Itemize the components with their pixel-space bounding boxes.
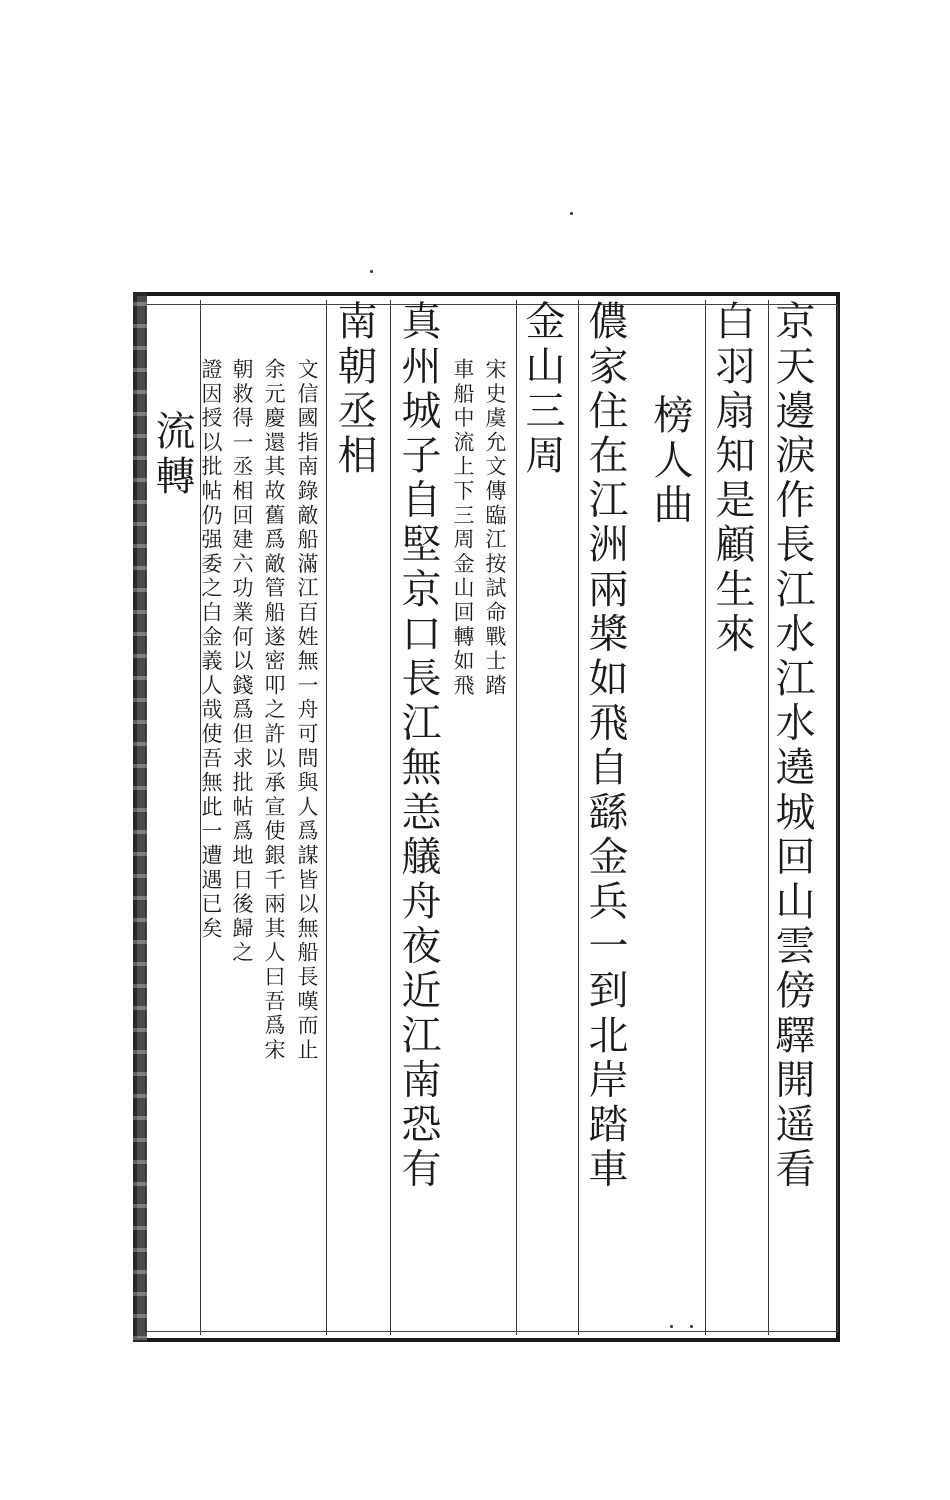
note-column-5: 朝救得一丞相回建六功業何以錢爲但求批帖爲地日後歸之 (230, 358, 254, 966)
column-rule (326, 300, 327, 1335)
column-rule (705, 300, 706, 1335)
column-rule (516, 300, 517, 1335)
note-column-3: 文信國指南錄敵船滿江百姓無一舟可問與人爲謀皆以無船長嘆而止 (295, 358, 319, 1063)
book-spine-edge (133, 292, 147, 1342)
text-column-4: 儂家住在江洲兩槳如飛自繇金兵一到北岸踏車 (582, 300, 628, 1192)
text-column-1: 京天邊淚作長江水江水遶城回山雲傍驛開遥看 (769, 300, 815, 1192)
text-column-6: 真州城子自堅京口長江無恙艤舟夜近江南恐有 (395, 300, 441, 1192)
text-column-5: 金山三周 (519, 300, 565, 479)
text-column-2: 白羽扇知是顧生來 (709, 300, 755, 657)
text-column-8: 流轉 (149, 410, 195, 500)
column-rule (578, 300, 579, 1335)
column-rule (390, 300, 391, 1335)
text-column-3: 榜人曲 (647, 394, 693, 528)
scan-speck (670, 1325, 673, 1328)
note-column-2: 車船中流上下三周金山回轉如飛 (451, 358, 475, 699)
note-column-1: 宋史虞允文傳臨江按試命戰士踏 (483, 358, 507, 699)
note-column-6: 證因授以批帖仍强委之白金義人哉使吾無此一遭遇已矣 (199, 358, 223, 942)
scan-speck (370, 270, 373, 273)
scan-speck (570, 212, 573, 215)
text-column-7: 南朝丞相 (331, 300, 377, 479)
scan-speck (690, 1325, 693, 1328)
note-column-4: 余元慶還其故舊爲敵管船遂密叩之許以承宣使銀千兩其人曰吾爲宋 (262, 358, 286, 1063)
